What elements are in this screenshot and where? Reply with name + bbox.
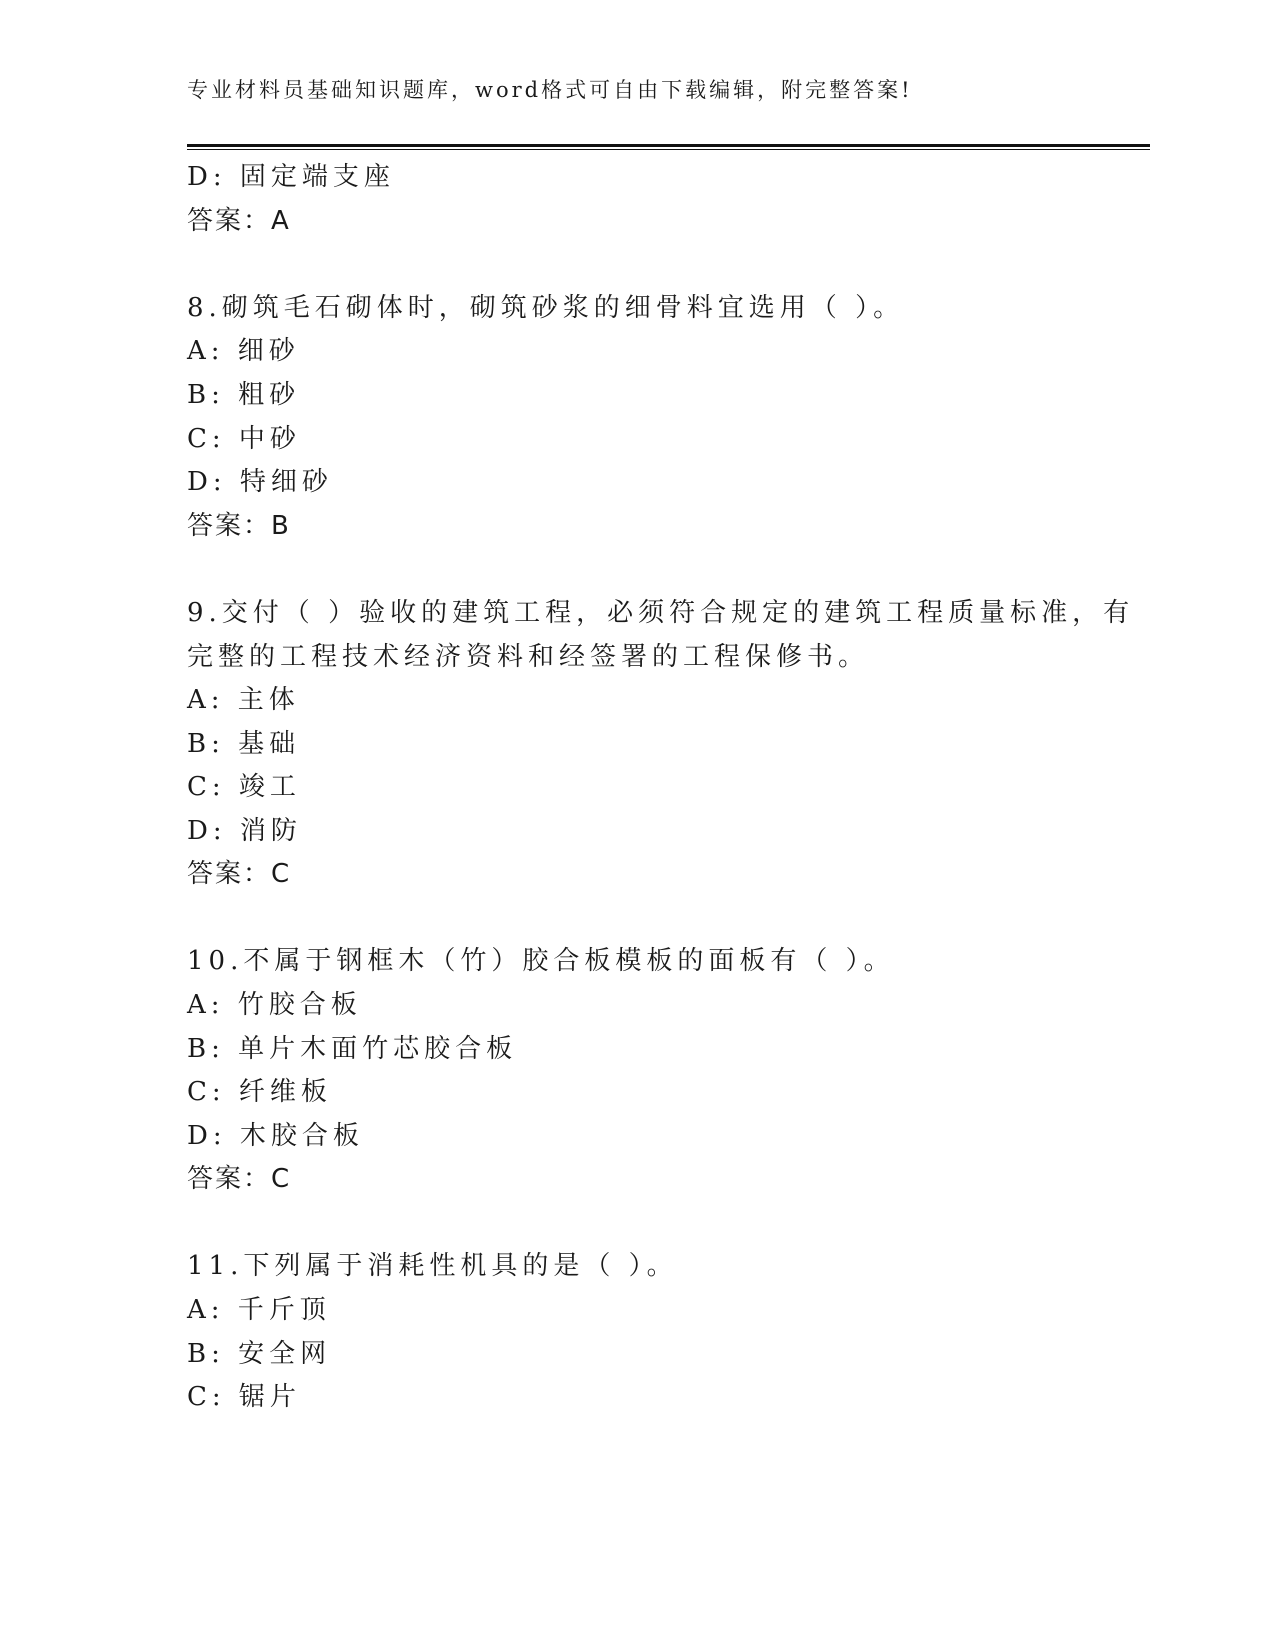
q10-option-c: C: 纤维板	[187, 1077, 332, 1107]
q9-stem-line2: 完整的工程技术经济资料和经签署的工程保修书。	[187, 642, 870, 672]
q10-option-b: B: 单片木面竹芯胶合板	[187, 1034, 518, 1064]
q10-stem: 10.不属于钢框木（竹）胶合板模板的面板有（ ）。	[187, 946, 895, 976]
q8-option-c: C: 中砂	[187, 424, 301, 454]
q10-option-d: D: 木胶合板	[187, 1121, 364, 1151]
q10-answer: 答案：C	[187, 1164, 292, 1194]
q11-stem: 11.下列属于消耗性机具的是（ ）。	[187, 1251, 678, 1281]
q8-answer: 答案：B	[187, 511, 291, 541]
q10-option-a: A: 竹胶合板	[187, 990, 362, 1020]
q11-option-c: C: 锯片	[187, 1382, 301, 1412]
q9-option-a: A: 主体	[187, 685, 300, 715]
q9-option-c: C: 竣工	[187, 772, 301, 802]
page-header-text: 专业材料员基础知识题库，word格式可自由下载编辑，附完整答案!	[187, 78, 913, 102]
q9-stem-line1: 9.交付（ ）验收的建筑工程，必须符合规定的建筑工程质量标准，有	[187, 598, 1135, 628]
header-divider	[187, 144, 1150, 150]
q8-option-b: B: 粗砂	[187, 380, 301, 410]
q8-option-a: A: 细砂	[187, 336, 300, 366]
q11-option-b: B: 安全网	[187, 1339, 332, 1369]
q11-option-a: A: 千斤顶	[187, 1295, 331, 1325]
prev-option-d: D: 固定端支座	[187, 162, 395, 192]
q9-option-b: B: 基础	[187, 729, 301, 759]
q8-stem: 8.砌筑毛石砌体时，砌筑砂浆的细骨料宜选用（ ）。	[187, 293, 905, 323]
q8-option-d: D: 特细砂	[187, 467, 333, 497]
q9-option-d: D: 消防	[187, 816, 302, 846]
q9-answer: 答案：C	[187, 859, 292, 889]
prev-answer: 答案：A	[187, 206, 291, 236]
